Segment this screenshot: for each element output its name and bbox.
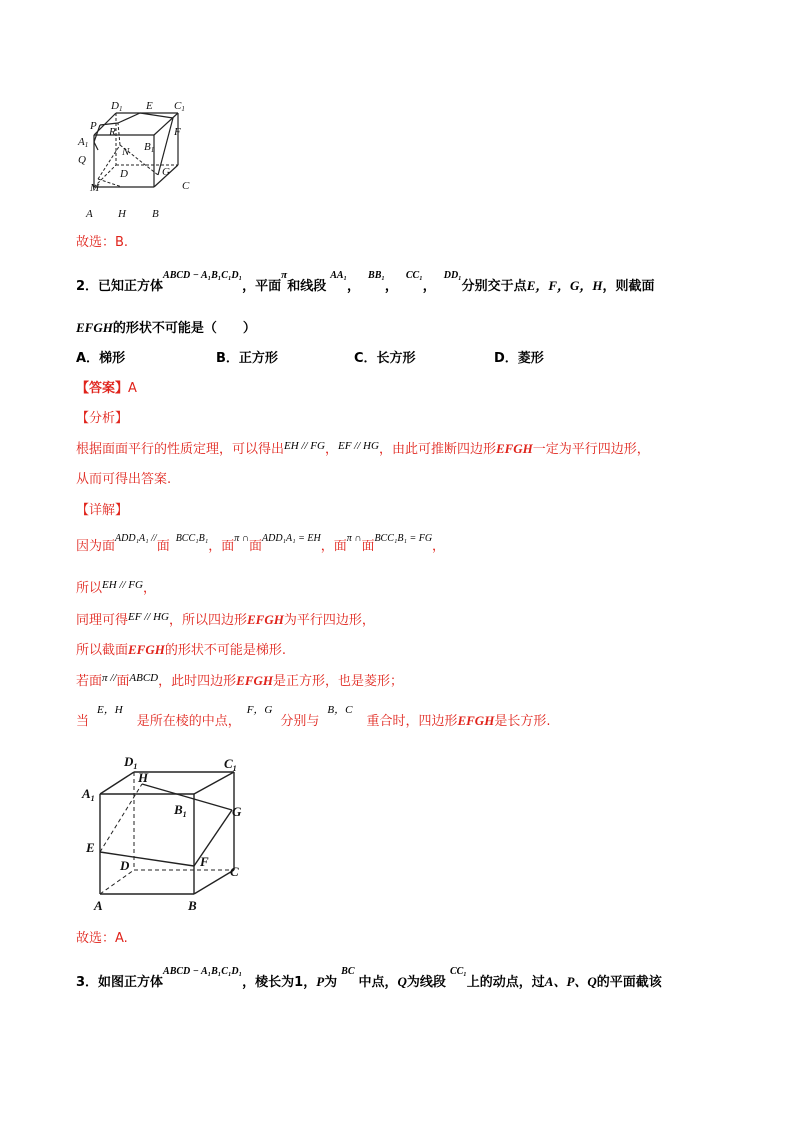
fig1-label-a1: A1	[78, 136, 89, 149]
detail-line4: 所以截面EFGH的形状不可能是梯形.	[76, 642, 286, 658]
q2-option-b: B．正方形	[216, 351, 278, 366]
detail-line2: 所以$^{EH // FG}$，	[76, 579, 156, 596]
answer-block: 【答案】A	[76, 381, 137, 396]
q2-line2: EFGH的形状不可能是（ ）	[76, 320, 256, 336]
detail-line5: 若面$^{\pi //}$面$^{ABCD}$，此时四边形EFGH是正方形，也是菱形；	[76, 672, 404, 689]
fig1-label-p: P	[90, 120, 97, 132]
analysis-line2: 从而可得出答案.	[76, 472, 172, 487]
q2-math-cube: ABCD − A₁B₁C₁D₁	[163, 270, 243, 281]
detail-line3: 同理可得$^{EF // HG}$，所以四边形EFGH为平行四边形，	[76, 611, 375, 628]
fig2-label-e: E	[86, 840, 95, 855]
fig2-label-c1: $C_1$	[224, 756, 237, 773]
fig1-label-c: C	[182, 180, 190, 192]
fig2-label-a1: $A_1$	[82, 786, 95, 803]
fig1-label-b1: B1	[144, 141, 155, 154]
fig2-label-d1: $D_1$	[124, 754, 138, 771]
figure-cube-2	[80, 748, 250, 918]
fig1-label-h: H	[118, 208, 126, 220]
fig1-label-g: G	[162, 166, 170, 178]
analysis-label: 【分析】	[76, 411, 129, 426]
q2-option-d: D．菱形	[494, 351, 544, 366]
answer-prev: 故选：B.	[76, 235, 129, 250]
q2-line1: 2．已知正方体$^{ABCD - A_1B_1C_1D_1}$，平面$^\pi$和线段$^{AA_1}$，$^{BB_1}$，$^{CC_1}$，$^{DD_1}$分别交于点E，F，G，H，则截面	[76, 269, 655, 294]
fig1-label-f: F	[174, 126, 181, 138]
answer-2: 故选：A.	[76, 931, 128, 946]
q3-line1: 3．如图正方体$^{ABCD - A_1B_1C_1D_1}$，棱长为1，P为$^{BC}$中点，Q为线段$^{CC_1}$上的动点，过A、P、Q的平面截该	[76, 966, 662, 990]
fig1-label-d1: D1	[111, 100, 123, 113]
fig1-label-m: M	[90, 182, 100, 194]
fig2-label-b1: $B_1$	[174, 802, 187, 819]
detail-line1: 因为面$^{ADD_1A_1 //}$面$^{BCC_1B_1}$，面$^{\pi \cap}$面$^{ADD_1A_1 = EH}$，面$^{\pi \cap}$面$^{BCC_1B_1 = FG}$，	[76, 533, 446, 554]
fig2-label-c: C	[230, 864, 239, 879]
fig1-label-n: N	[122, 146, 130, 158]
fig1-label-b: B	[152, 208, 159, 220]
fig2-label-a: A	[94, 898, 103, 913]
fig2-label-d: D	[120, 858, 130, 873]
detail-label: 【详解】	[76, 503, 129, 518]
fig1-label-d: D	[120, 168, 128, 180]
figure-cube-1	[70, 95, 205, 225]
fig2-label-g: G	[232, 804, 242, 819]
analysis-line1: 根据面面平行的性质定理，可以得出$^{EH // FG}$，$^{EF // HG}$，由此可推断四边形EFGH一定为平行四边形，	[76, 440, 650, 457]
fig1-label-q: Q	[78, 154, 86, 166]
fig1-label-c1: C1	[174, 100, 185, 113]
q2-option-c: C．长方形	[354, 351, 416, 366]
fig2-label-b: B	[188, 898, 197, 913]
fig2-label-h: H	[138, 770, 149, 785]
fig1-label-e: E	[146, 100, 153, 112]
fig1-label-r: R	[109, 126, 116, 138]
detail-line6: 当$^{E,H}$是所在棱的中点，$^{F,G}$分别与$^{B,C}$重合时，四边形EFGH是长方形.	[76, 704, 551, 729]
fig1-label-a: A	[86, 208, 93, 220]
fig2-label-f: F	[200, 854, 209, 869]
q2-option-a: A．梯形	[76, 351, 126, 366]
